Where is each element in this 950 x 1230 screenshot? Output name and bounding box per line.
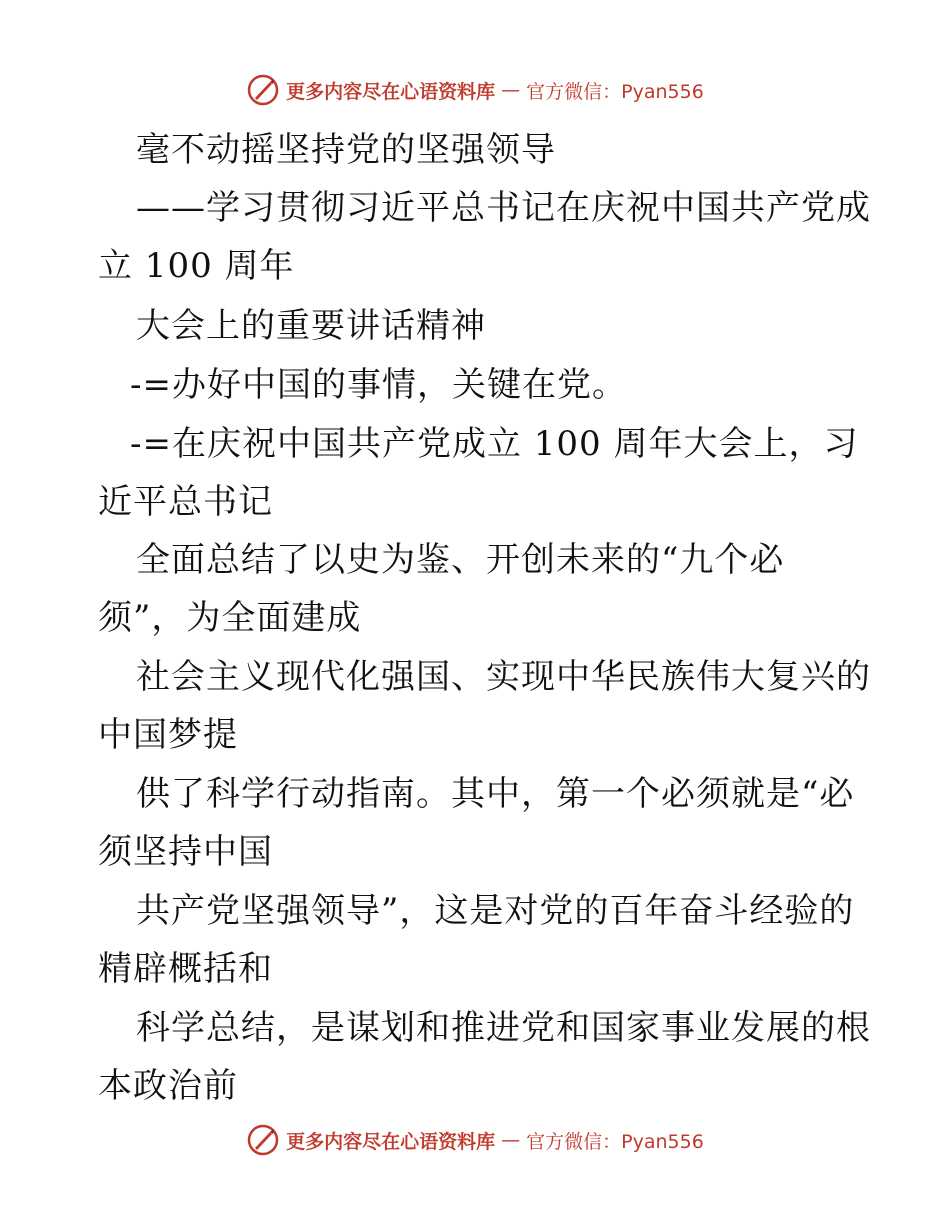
watermark-main-text: 更多内容尽在心语资料库 bbox=[286, 80, 496, 103]
paragraph-line: 须坚持中国 bbox=[98, 832, 273, 872]
quill-pen-icon bbox=[246, 73, 280, 107]
watermark-wechat-text: 官方微信：Pyan556 bbox=[526, 80, 704, 103]
quill-pen-icon bbox=[246, 1123, 280, 1157]
watermark-main-text: 更多内容尽在心语资料库 bbox=[286, 1130, 496, 1153]
paragraph-line: -=办好中国的事情，关键在党。 bbox=[130, 365, 627, 405]
watermark-separator: — bbox=[501, 79, 521, 101]
footer-watermark bbox=[0, 1120, 950, 1160]
document-subtitle-line: ——学习贯彻习近平总书记在庆祝中国共产党成 bbox=[136, 188, 871, 228]
watermark-wechat-text: 官方微信：Pyan556 bbox=[526, 1130, 704, 1153]
paragraph-line: 科学总结，是谋划和推进党和国家事业发展的根 bbox=[136, 1008, 871, 1048]
watermark-separator: — bbox=[501, 1129, 521, 1151]
paragraph-line: 精辟概括和 bbox=[98, 949, 273, 989]
document-title: 毫不动摇坚持党的坚强领导 bbox=[136, 130, 556, 170]
paragraph-line: 中国梦提 bbox=[98, 715, 238, 755]
paragraph-line: 近平总书记 bbox=[98, 482, 273, 522]
paragraph-line: 共产党坚强领导”，这是对党的百年奋斗经验的 bbox=[136, 891, 855, 931]
paragraph-line: 本政治前 bbox=[98, 1066, 238, 1106]
document-subtitle-line: 大会上的重要讲话精神 bbox=[136, 306, 486, 346]
header-watermark bbox=[0, 70, 950, 110]
paragraph-line: 全面总结了以史为鉴、开创未来的“九个必 bbox=[136, 540, 785, 580]
document-subtitle-line: 立 100 周年 bbox=[98, 246, 295, 286]
paragraph-line: 供了科学行动指南。其中，第一个必须就是“必 bbox=[136, 774, 855, 814]
paragraph-line: 须”，为全面建成 bbox=[98, 598, 362, 638]
paragraph-line: -=在庆祝中国共产党成立 100 周年大会上，习 bbox=[130, 424, 859, 464]
paragraph-line: 社会主义现代化强国、实现中华民族伟大复兴的 bbox=[136, 657, 871, 697]
